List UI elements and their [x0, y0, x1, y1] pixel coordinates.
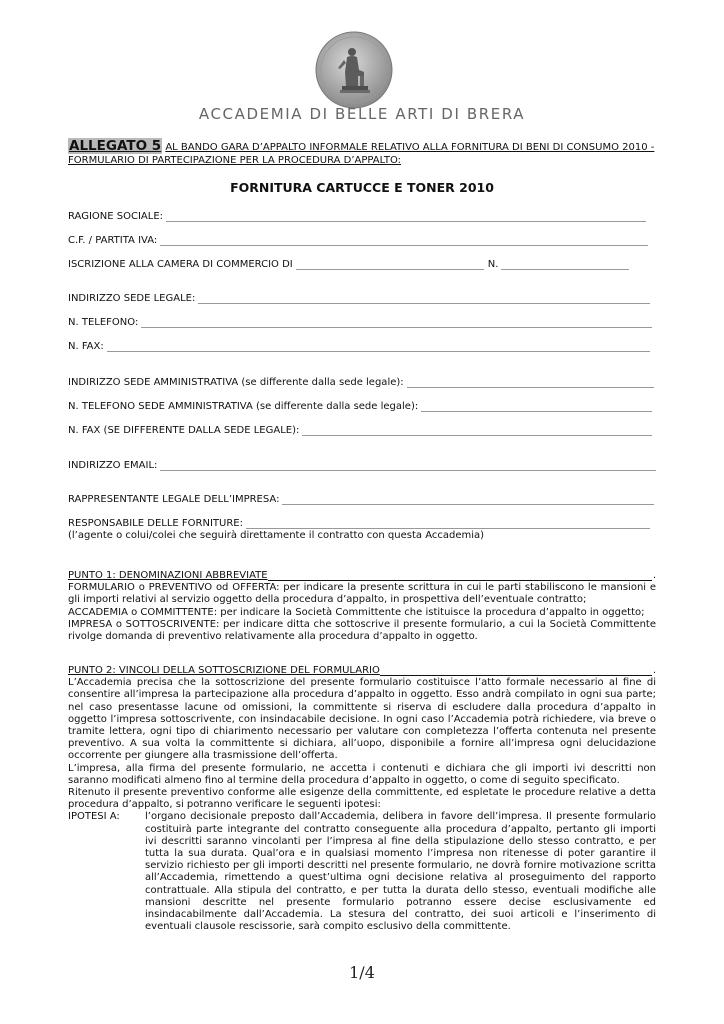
institution-name: ACCADEMIA DI BELLE ARTI DI BRERA	[198, 105, 526, 123]
cf-piva-label: C.F. / PARTITA IVA:	[68, 235, 158, 246]
fax-amministrativa-label: N. FAX (SE DIFFERENTE DALLA SEDE LEGALE):	[68, 425, 300, 436]
ipotesi-a	[68, 811, 656, 933]
ragione-sociale-field[interactable]	[68, 210, 658, 223]
responsabile-blank[interactable]	[246, 519, 650, 529]
punto-1-heading-text: PUNTO 1: DENOMINAZIONI ABBREVIATE	[68, 570, 268, 581]
punto-2-section	[68, 665, 656, 933]
document-title: FORNITURA CARTUCCE E TONER 2010	[230, 180, 494, 195]
responsabile-label: RESPONSABILE DELLE FORNITURE:	[68, 518, 243, 529]
sede-amministrativa-blank[interactable]	[407, 378, 654, 388]
punto-1-heading-dot: .	[652, 570, 656, 581]
punto-1-paragraph: ACCADEMIA o COMMITTENTE: per indicare la Società Committente che istituisce la procedura d’appalto in oggetto;	[68, 606, 645, 618]
telefono-field[interactable]	[68, 316, 658, 329]
telefono-blank[interactable]	[141, 318, 652, 328]
sede-legale-field[interactable]	[68, 292, 658, 305]
telefono-label: N. TELEFONO:	[68, 317, 139, 328]
punto-2-paragraph: Ritenuto il presente preventivo conforme alle esigenze della committente, ed espletate le procedure relative a detta procedura d’appalto, si potranno verificare le seguenti ipotesi:	[68, 787, 656, 811]
rappresentante-field[interactable]	[68, 493, 658, 506]
fax-amministrativa-blank[interactable]	[302, 426, 652, 436]
sede-legale-label: INDIRIZZO SEDE LEGALE:	[68, 293, 196, 304]
email-blank[interactable]	[160, 461, 656, 471]
camera-commercio-field[interactable]	[68, 258, 658, 271]
punto-1-heading	[68, 570, 656, 582]
punto-2-heading	[68, 665, 656, 677]
punto-1-section	[68, 570, 656, 643]
cf-piva-blank[interactable]	[160, 236, 648, 246]
camera-commercio-label: ISCRIZIONE ALLA CAMERA DI COMMERCIO DI	[68, 259, 293, 270]
cf-piva-field[interactable]	[68, 234, 658, 247]
allegato-tag: ALLEGATO 5	[69, 138, 162, 154]
ragione-sociale-label: RAGIONE SOCIALE:	[68, 211, 164, 222]
telefono-amministrativa-label: N. TELEFONO SEDE AMMINISTRATIVA (se differente dalla sede legale):	[68, 401, 419, 412]
page-number: 1/4	[349, 963, 375, 982]
sede-legale-blank[interactable]	[198, 294, 650, 304]
fax-label: N. FAX:	[68, 341, 104, 352]
allegato-description: AL BANDO GARA D’APPALTO INFORMALE RELATIVO ALLA FORNITURA DI BENI DI CONSUMO 2010 - FORMULARIO DI PARTECIPAZIONE PER LA PROCEDURA D’APPALTO:	[68, 142, 655, 166]
email-label: INDIRIZZO EMAIL:	[68, 460, 158, 471]
fax-amministrativa-field[interactable]	[68, 424, 658, 437]
seated-figure-medallion-icon	[314, 30, 394, 110]
responsabile-note: (l’agente o colui/colei che seguirà direttamente il contratto con questa Accademia)	[68, 530, 485, 541]
punto-2-heading-dot: .	[652, 665, 656, 676]
email-field[interactable]	[68, 459, 658, 472]
camera-numero-blank[interactable]	[501, 260, 629, 270]
camera-commercio-blank[interactable]	[296, 260, 484, 270]
sede-amministrativa-label: INDIRIZZO SEDE AMMINISTRATIVA (se differente dalla sede legale):	[68, 377, 404, 388]
rappresentante-blank[interactable]	[282, 495, 654, 505]
punto-1-paragraph: FORMULARIO o PREVENTIVO od OFFERTA: per indicare la presente scrittura in cui le parti stabiliscono le mansioni e gli importi relativi al servizio oggetto della procedura d’appalto, in prospettiva dell’eventuale contratto;	[68, 582, 656, 606]
punto-2-heading-rule	[380, 666, 652, 676]
punto-2-paragraph: L’Accademia precisa che la sottoscrizione del presente formulario costituisce l’atto formale necessario al fine di consentire all’impresa la partecipazione alla procedura d’appalto in oggetto. Esso andrà compilato in ogni sua parte; nel caso presentasse lacune od omissioni, la committente si riserva di escludere dalla procedura d’appalto in oggetto l’impresa sottoscrivente, con insindacabile decisione. In ogni caso l’Accademia potrà richiedere, via breve o tramite lettera, ogni tipo di chiarimento necessario per valutare con completezza l’offerta contenuta nel presente preventivo. A sua volta la committente si dichiara, all’uopo, disponibile a fornire all’impresa ogni delucidazione occorrente per giungere alla trasmissione dell’offerta.	[68, 677, 656, 762]
sede-amministrativa-field[interactable]	[68, 376, 658, 389]
ragione-sociale-blank[interactable]	[166, 212, 646, 222]
ipotesi-a-text: l’organo decisionale preposto dall’Accademia, delibera in favore dell’impresa. Il presente formulario costituirà parte integrante del contratto conseguente alla procedura d’appalto, pertanto gli importi ivi descritti saranno vincolanti per l’impresa al fine della stipulazione dello stesso contratto, e per tutta la sua durata. Qual’ora e in qualsiasi momento l’impresa non ritenesse di poter garantire il servizio richiesto per gli importi descritti nel presente formulario, ne dovrà fornire motivazione scritta all’Accademia, rimettendo a quest’ultima ogni decisione relativa al proseguimento del rapporto contrattuale. Alla stipula del contratto, e per tutta la durata dello stesso, eventuali modifiche alle mansioni descritte nel presente formulario potranno essere decise esclusivamente ed insindacabilmente dall’Accademia. La stesura del contratto, dei suoi articoli e l’inserimento di eventuali clausole rescissorie, sarà compito esclusivo della committente.	[145, 811, 656, 933]
rappresentante-label: RAPPRESENTANTE LEGALE DELL’IMPRESA:	[68, 494, 280, 505]
punto-1-heading-rule	[268, 571, 652, 581]
telefono-amministrativa-blank[interactable]	[421, 402, 652, 412]
punto-1-paragraph: IMPRESA o SOTTOSCRIVENTE: per indicare ditta che sottoscrive il presente formulario, a cui la Società Committente rivolge domanda di preventivo relativamente alla procedura d’appalto in oggetto.	[68, 618, 656, 643]
allegato-heading	[68, 140, 660, 167]
fax-blank[interactable]	[107, 342, 650, 352]
fax-field[interactable]	[68, 340, 658, 353]
camera-numero-label: N.	[487, 259, 499, 270]
ipotesi-a-label: IPOTESI A:	[68, 811, 120, 823]
punto-2-paragraph: L’impresa, alla firma del presente formulario, ne accetta i contenuti e dichiara che gli importi ivi descritti non saranno modificati almeno fino al termine della procedura d’appalto in oggetto, o come di seguito specificato.	[68, 762, 656, 786]
punto-2-heading-text: PUNTO 2: VINCOLI DELLA SOTTOSCRIZIONE DEL FORMULARIO	[68, 665, 380, 676]
telefono-amministrativa-field[interactable]	[68, 400, 658, 413]
